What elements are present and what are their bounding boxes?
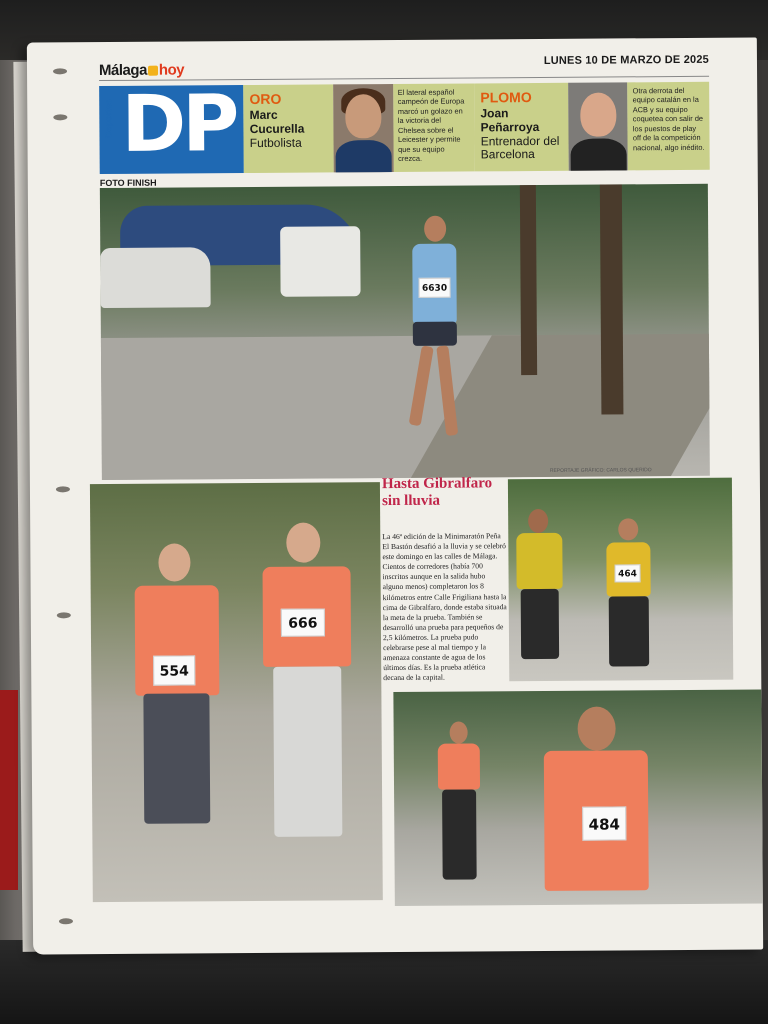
plomo-role: Entrenador del Barcelona	[480, 133, 560, 162]
plomo-tag: PLOMO	[480, 89, 532, 106]
runner-figure	[250, 522, 362, 873]
punch-hole	[57, 612, 71, 618]
bib-number: 6630	[418, 278, 450, 298]
section-banner	[99, 79, 710, 174]
smiling-runner-photo	[393, 689, 762, 906]
plomo-portrait	[568, 82, 628, 170]
article-headline: Hasta Gibralfaro sin lluvia	[381, 475, 493, 509]
parked-car	[100, 247, 210, 308]
plomo-text: Otra derrota del equipo catalán en la ACB y su equipo coquetea con salir de los puestos de play off de la competición nacional, algo inédito.	[628, 82, 710, 171]
section-label: FOTO FINISH	[99, 177, 157, 189]
oro-role: Futbolista	[249, 135, 302, 150]
photo-credit: REPORTAJE GRÁFICO: CARLOS QUERIDO	[549, 467, 652, 474]
plomo-panel	[474, 83, 568, 172]
section-logo	[99, 79, 244, 174]
oro-name: Marc Cucurella	[249, 107, 305, 136]
section-letters: DP	[121, 79, 236, 170]
punch-hole	[56, 486, 70, 492]
bib-number: 554	[153, 655, 195, 685]
bib-number: 666	[281, 608, 325, 636]
background-red-object	[0, 690, 18, 890]
punch-hole	[53, 68, 67, 74]
runner-figure	[523, 706, 664, 905]
runner-figure	[400, 215, 472, 455]
plomo-name: Joan Peñarroya	[480, 106, 540, 135]
runner-figure	[434, 721, 485, 891]
runner-figure	[120, 543, 232, 874]
parked-van	[280, 226, 360, 297]
oro-panel	[243, 84, 333, 173]
punch-hole	[59, 918, 73, 924]
main-race-photo	[100, 184, 710, 480]
oro-text: El lateral español campeón de Europa marcó un golazo en la victoria del Chelsea sobre el Leicester y permite que su equipo crezca.	[393, 83, 475, 172]
women-runners-photo	[90, 482, 383, 902]
runner-figure	[512, 509, 569, 679]
newspaper-logo	[99, 61, 184, 79]
oro-tag: ORO	[249, 90, 282, 108]
newspaper-page	[27, 37, 763, 954]
tree-trunk	[600, 184, 624, 414]
section-subtitle: Deportes	[103, 98, 114, 139]
logo-hoy-text: hoy	[158, 61, 185, 79]
issue-date: LUNES 10 DE MARZO DE 2025	[543, 53, 710, 67]
bib-number: 484	[582, 806, 626, 840]
article-body: La 46ª edición de la Minimaratón Peña El Bastón desafió a la lluvia y se celebró este domingo en las calles de Málaga. Cientos de corredores (había 700 inscritos aunque en la salida hubo alguno menos) completaron los 8 kilómetros entre Calle Frigiliana hasta la cima de Gibralfaro, donde estaba situada la meta de la prueba. También se desarrolló una prueba para pequeños de 2,5 kilómetros. La prueba pudo celebrarse pese al mal tiempo y la amenaza constante de agua de los últimos días. Es la prueba atlética decana de la capital.	[382, 531, 507, 683]
bib-number: 464	[614, 564, 640, 582]
finish-runners-photo	[508, 478, 733, 682]
oro-portrait	[333, 84, 393, 172]
sun-icon	[148, 66, 158, 76]
logo-text: Málaga	[98, 61, 147, 80]
tree-trunk	[520, 185, 537, 375]
runner-figure	[594, 518, 665, 678]
punch-hole	[53, 114, 67, 120]
